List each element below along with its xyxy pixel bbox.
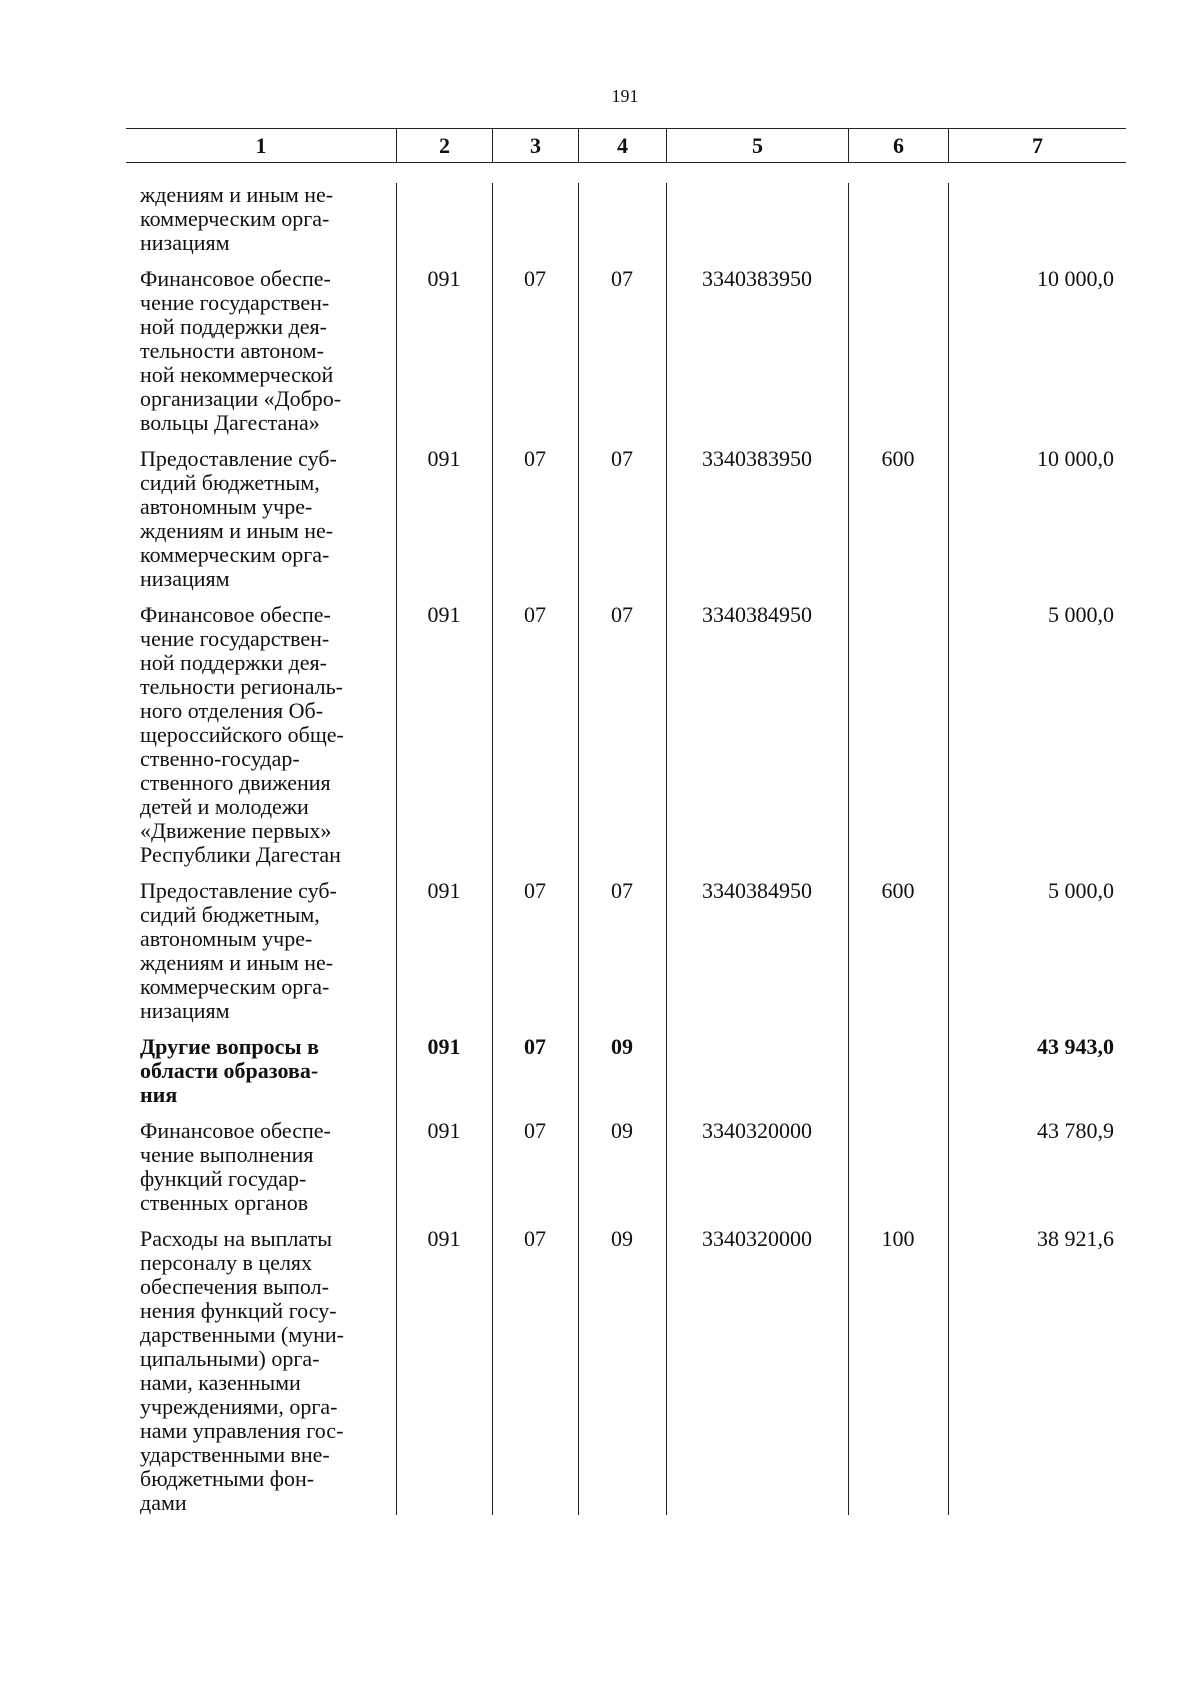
column-header-5: 5 bbox=[666, 129, 848, 162]
column-divider bbox=[948, 183, 949, 1515]
description-line: чение государствен- bbox=[140, 290, 330, 315]
code-target-article: 3340384950 bbox=[702, 602, 812, 627]
row-description bbox=[126, 267, 396, 435]
description-line: ждениям и иным не- bbox=[140, 182, 334, 207]
table-row bbox=[126, 1035, 1126, 1107]
column-divider bbox=[848, 183, 849, 1515]
code-section: 07 bbox=[524, 1226, 546, 1251]
amount: 10 000,0 bbox=[1037, 266, 1114, 291]
description-line: ственно-государ- bbox=[140, 746, 300, 771]
amount: 38 921,6 bbox=[1037, 1226, 1114, 1251]
description-line: ной поддержки дея- bbox=[140, 314, 327, 339]
description-line: щероссийского обще- bbox=[140, 722, 344, 747]
column-header-4: 4 bbox=[578, 129, 666, 162]
description-line: ципальными) орга- bbox=[140, 1346, 320, 1371]
column-header-6: 6 bbox=[848, 129, 948, 162]
description-line: сидий бюджетным, bbox=[140, 902, 320, 927]
column-header-2: 2 bbox=[396, 129, 492, 162]
code-section bbox=[492, 183, 578, 255]
description-line: учреждениями, орга- bbox=[140, 1394, 338, 1419]
description-line: тельности автоном- bbox=[140, 338, 324, 363]
code-target-article: 3340383950 bbox=[702, 446, 812, 471]
description-line: ной поддержки дея- bbox=[140, 650, 327, 675]
row-description bbox=[126, 603, 396, 867]
code-admin: 091 bbox=[427, 1118, 461, 1143]
code-expense-type bbox=[848, 1035, 948, 1107]
column-header-1: 1 bbox=[255, 132, 267, 158]
budget-table bbox=[126, 128, 1126, 1527]
code-admin: 091 bbox=[427, 1226, 461, 1251]
code-section: 07 bbox=[524, 1118, 546, 1143]
amount: 43 780,9 bbox=[1037, 1118, 1114, 1143]
column-divider bbox=[396, 183, 397, 1515]
code-section: 07 bbox=[524, 266, 546, 291]
table-row bbox=[126, 1119, 1126, 1215]
row-description bbox=[126, 1035, 396, 1107]
description-line: Финансовое обеспе- bbox=[140, 266, 331, 291]
description-line: ной некоммерческой bbox=[140, 362, 334, 387]
amount bbox=[948, 183, 1126, 255]
code-admin: 091 bbox=[427, 266, 461, 291]
description-line: ждениям и иным не- bbox=[140, 518, 334, 543]
description-line: низациям bbox=[140, 566, 230, 591]
description-line: ждениям и иным не- bbox=[140, 950, 334, 975]
description-line: коммерческим орга- bbox=[140, 206, 330, 231]
code-target-article bbox=[666, 183, 848, 255]
code-section: 07 bbox=[524, 602, 546, 627]
description-line: коммерческим орга- bbox=[140, 542, 330, 567]
code-admin: 091 bbox=[427, 1034, 461, 1059]
amount: 43 943,0 bbox=[1037, 1034, 1114, 1059]
description-line: дами bbox=[140, 1490, 187, 1515]
column-divider bbox=[666, 183, 667, 1515]
row-description bbox=[126, 879, 396, 1023]
description-line: автономным учре- bbox=[140, 926, 313, 951]
code-subsection: 09 bbox=[611, 1034, 633, 1059]
code-target-article: 3340320000 bbox=[702, 1118, 812, 1143]
code-expense-type bbox=[848, 267, 948, 435]
code-target-article: 3340384950 bbox=[702, 878, 812, 903]
column-header-3: 3 bbox=[492, 129, 578, 162]
code-subsection: 07 bbox=[611, 878, 633, 903]
code-subsection: 09 bbox=[611, 1226, 633, 1251]
table-row bbox=[126, 183, 1126, 255]
column-header-7: 7 bbox=[948, 129, 1126, 162]
description-line: ственных органов bbox=[140, 1190, 309, 1215]
code-expense-type bbox=[848, 1119, 948, 1215]
description-line: нения функций госу- bbox=[140, 1298, 337, 1323]
column-divider bbox=[578, 183, 579, 1515]
code-expense-type: 100 bbox=[881, 1226, 915, 1251]
description-line: ударственными вне- bbox=[140, 1442, 330, 1467]
description-line: обеспечения выпол- bbox=[140, 1274, 329, 1299]
description-line: чение выполнения bbox=[140, 1142, 314, 1167]
description-line: организации «Добро- bbox=[140, 386, 342, 411]
table-row bbox=[126, 603, 1126, 867]
code-admin: 091 bbox=[427, 602, 461, 627]
code-subsection: 07 bbox=[611, 446, 633, 471]
description-line: бюджетными фон- bbox=[140, 1466, 315, 1491]
code-subsection: 07 bbox=[611, 602, 633, 627]
amount: 5 000,0 bbox=[1048, 878, 1114, 903]
code-section: 07 bbox=[524, 1034, 546, 1059]
description-line: Другие вопросы в bbox=[140, 1034, 319, 1059]
description-line: тельности региональ- bbox=[140, 674, 343, 699]
column-divider bbox=[492, 183, 493, 1515]
description-line: области образова- bbox=[140, 1058, 319, 1083]
row-description bbox=[126, 1119, 396, 1215]
description-line: Финансовое обеспе- bbox=[140, 1118, 331, 1143]
code-expense-type: 600 bbox=[881, 446, 915, 471]
code-subsection bbox=[578, 183, 666, 255]
description-line: Предоставление суб- bbox=[140, 878, 337, 903]
page-number: 191 bbox=[611, 86, 639, 106]
code-admin: 091 bbox=[427, 878, 461, 903]
code-target-article: 3340383950 bbox=[702, 266, 812, 291]
row-description bbox=[126, 183, 396, 255]
description-line: Расходы на выплаты bbox=[140, 1226, 333, 1251]
code-admin: 091 bbox=[427, 446, 461, 471]
description-line: Республики Дагестан bbox=[140, 842, 341, 867]
table-row bbox=[126, 879, 1126, 1023]
description-line: Финансовое обеспе- bbox=[140, 602, 331, 627]
code-expense-type bbox=[848, 183, 948, 255]
description-line: сидий бюджетным, bbox=[140, 470, 320, 495]
description-line: «Движение первых» bbox=[140, 818, 332, 843]
description-line: низациям bbox=[140, 230, 230, 255]
table-row bbox=[126, 267, 1126, 435]
description-line: автономным учре- bbox=[140, 494, 313, 519]
description-line: ственного движения bbox=[140, 770, 331, 795]
table-row bbox=[126, 447, 1126, 591]
description-line: чение государствен- bbox=[140, 626, 330, 651]
table-header bbox=[126, 128, 1126, 163]
row-description bbox=[126, 1227, 396, 1515]
description-line: ного отделения Об- bbox=[140, 698, 324, 723]
amount: 10 000,0 bbox=[1037, 446, 1114, 471]
description-line: Предоставление суб- bbox=[140, 446, 337, 471]
code-section: 07 bbox=[524, 446, 546, 471]
description-line: низациям bbox=[140, 998, 230, 1023]
code-subsection: 09 bbox=[611, 1118, 633, 1143]
description-line: персоналу в целях bbox=[140, 1250, 313, 1275]
amount: 5 000,0 bbox=[1048, 602, 1114, 627]
description-line: нами управления гос- bbox=[140, 1418, 344, 1443]
code-expense-type bbox=[848, 603, 948, 867]
code-admin bbox=[396, 183, 492, 255]
code-expense-type: 600 bbox=[881, 878, 915, 903]
code-target-article bbox=[666, 1035, 848, 1107]
code-target-article: 3340320000 bbox=[702, 1226, 812, 1251]
row-description bbox=[126, 447, 396, 591]
table-body bbox=[126, 183, 1126, 1515]
description-line: детей и молодежи bbox=[140, 794, 309, 819]
code-subsection: 07 bbox=[611, 266, 633, 291]
code-section: 07 bbox=[524, 878, 546, 903]
description-line: коммерческим орга- bbox=[140, 974, 330, 999]
description-line: функций государ- bbox=[140, 1166, 307, 1191]
description-line: вольцы Дагестана» bbox=[140, 410, 320, 435]
table-row bbox=[126, 1227, 1126, 1515]
description-line: дарственными (муни- bbox=[140, 1322, 345, 1347]
description-line: ния bbox=[140, 1082, 178, 1107]
description-line: нами, казенными bbox=[140, 1370, 301, 1395]
